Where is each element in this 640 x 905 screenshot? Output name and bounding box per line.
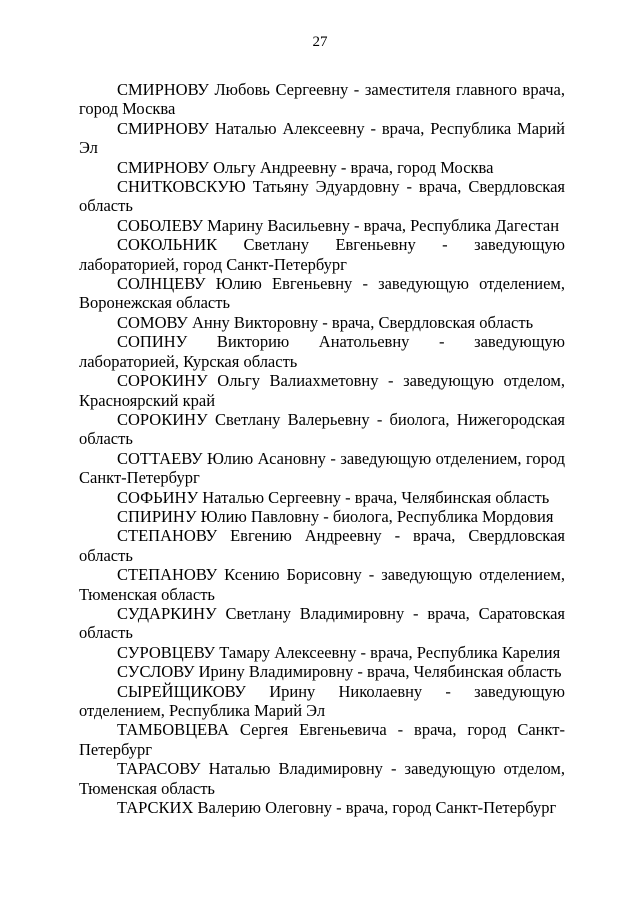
list-entry xyxy=(79,798,565,817)
entry-text: СУСЛОВУ Ирину Владимировну - врача, Челябинская область xyxy=(117,662,562,682)
list-entry xyxy=(79,643,565,662)
entry-text: СОТТАЕВУ Юлию Асановну - заведующую отделением, город Санкт-Петербург xyxy=(79,448,565,488)
entry-text: СМИРНОВУ Наталью Алексеевну - врача, Республика Марий Эл xyxy=(79,118,565,158)
list-entry xyxy=(79,759,565,798)
entry-text: СОРОКИНУ Ольгу Валиахметовну - заведующую отделом, Красноярский край xyxy=(79,371,565,410)
entry-text: СОРОКИНУ Светлану Валерьевну - биолога, Нижегородская область xyxy=(79,409,565,449)
list-entry xyxy=(79,720,565,759)
list-entry xyxy=(79,410,565,449)
entry-text: СПИРИНУ Юлию Павловну - биолога, Республика Мордовия xyxy=(117,506,554,526)
list-entry xyxy=(79,526,565,565)
list-entry xyxy=(79,158,565,177)
list-entry xyxy=(79,604,565,643)
entry-text: ТАРСКИХ Валерию Олеговну - врача, город Санкт-Петербург xyxy=(117,798,557,818)
entry-text: СНИТКОВСКУЮ Татьяну Эдуардовну - врача, Свердловская область xyxy=(79,177,565,216)
entry-text: ТАРАСОВУ Наталью Владимировну - заведующую отделом, Тюменская область xyxy=(79,759,565,798)
entry-text: СТЕПАНОВУ Евгению Андреевну - врача, Свердловская область xyxy=(79,526,565,565)
list-entry xyxy=(79,80,565,119)
list-entry xyxy=(79,449,565,488)
entry-text: СОЛНЦЕВУ Юлию Евгеньевну - заведующую отделением, Воронежская область xyxy=(79,274,565,313)
entry-text: СМИРНОВУ Любовь Сергеевну - заместителя главного врача, город Москва xyxy=(79,80,565,119)
entry-text: СОПИНУ Викторию Анатольевну - заведующую лабораторией, Курская область xyxy=(79,332,565,371)
list-entry xyxy=(79,488,565,507)
entry-text: СУДАРКИНУ Светлану Владимировну - врача, Саратовская область xyxy=(79,603,565,643)
page-number: 27 xyxy=(312,34,328,50)
list-entry xyxy=(79,274,565,313)
entry-text: СМИРНОВУ Ольгу Андреевну - врача, город Москва xyxy=(117,157,494,177)
entry-text: СОМОВУ Анну Викторовну - врача, Свердловская область xyxy=(117,312,534,332)
list-entry xyxy=(79,216,565,235)
list-entry xyxy=(79,119,565,158)
list-entry xyxy=(79,682,565,721)
entry-text: ТАМБОВЦЕВА Сергея Евгеньевича - врача, город Санкт-Петербург xyxy=(79,720,565,759)
entry-text: СОКОЛЬНИК Светлану Евгеньевну - заведующую лабораторией, город Санкт-Петербург xyxy=(79,235,565,274)
list-entry xyxy=(79,235,565,274)
award-list xyxy=(79,80,565,817)
list-entry xyxy=(79,177,565,216)
entry-text: СОБОЛЕВУ Марину Васильевну - врача, Республика Дагестан xyxy=(117,215,560,235)
list-entry xyxy=(79,507,565,526)
list-entry xyxy=(79,662,565,681)
entry-text: СТЕПАНОВУ Ксению Борисовну - заведующую отделением, Тюменская область xyxy=(79,565,565,604)
list-entry xyxy=(79,332,565,371)
entry-text: СУРОВЦЕВУ Тамару Алексеевну - врача, Республика Карелия xyxy=(117,642,561,662)
entry-text: СОФЬИНУ Наталью Сергеевну - врача, Челябинская область xyxy=(117,487,550,507)
list-entry xyxy=(79,371,565,410)
entry-text: СЫРЕЙЩИКОВУ Ирину Николаевну - заведующую отделением, Республика Марий Эл xyxy=(79,681,565,720)
list-entry xyxy=(79,565,565,604)
list-entry xyxy=(79,313,565,332)
